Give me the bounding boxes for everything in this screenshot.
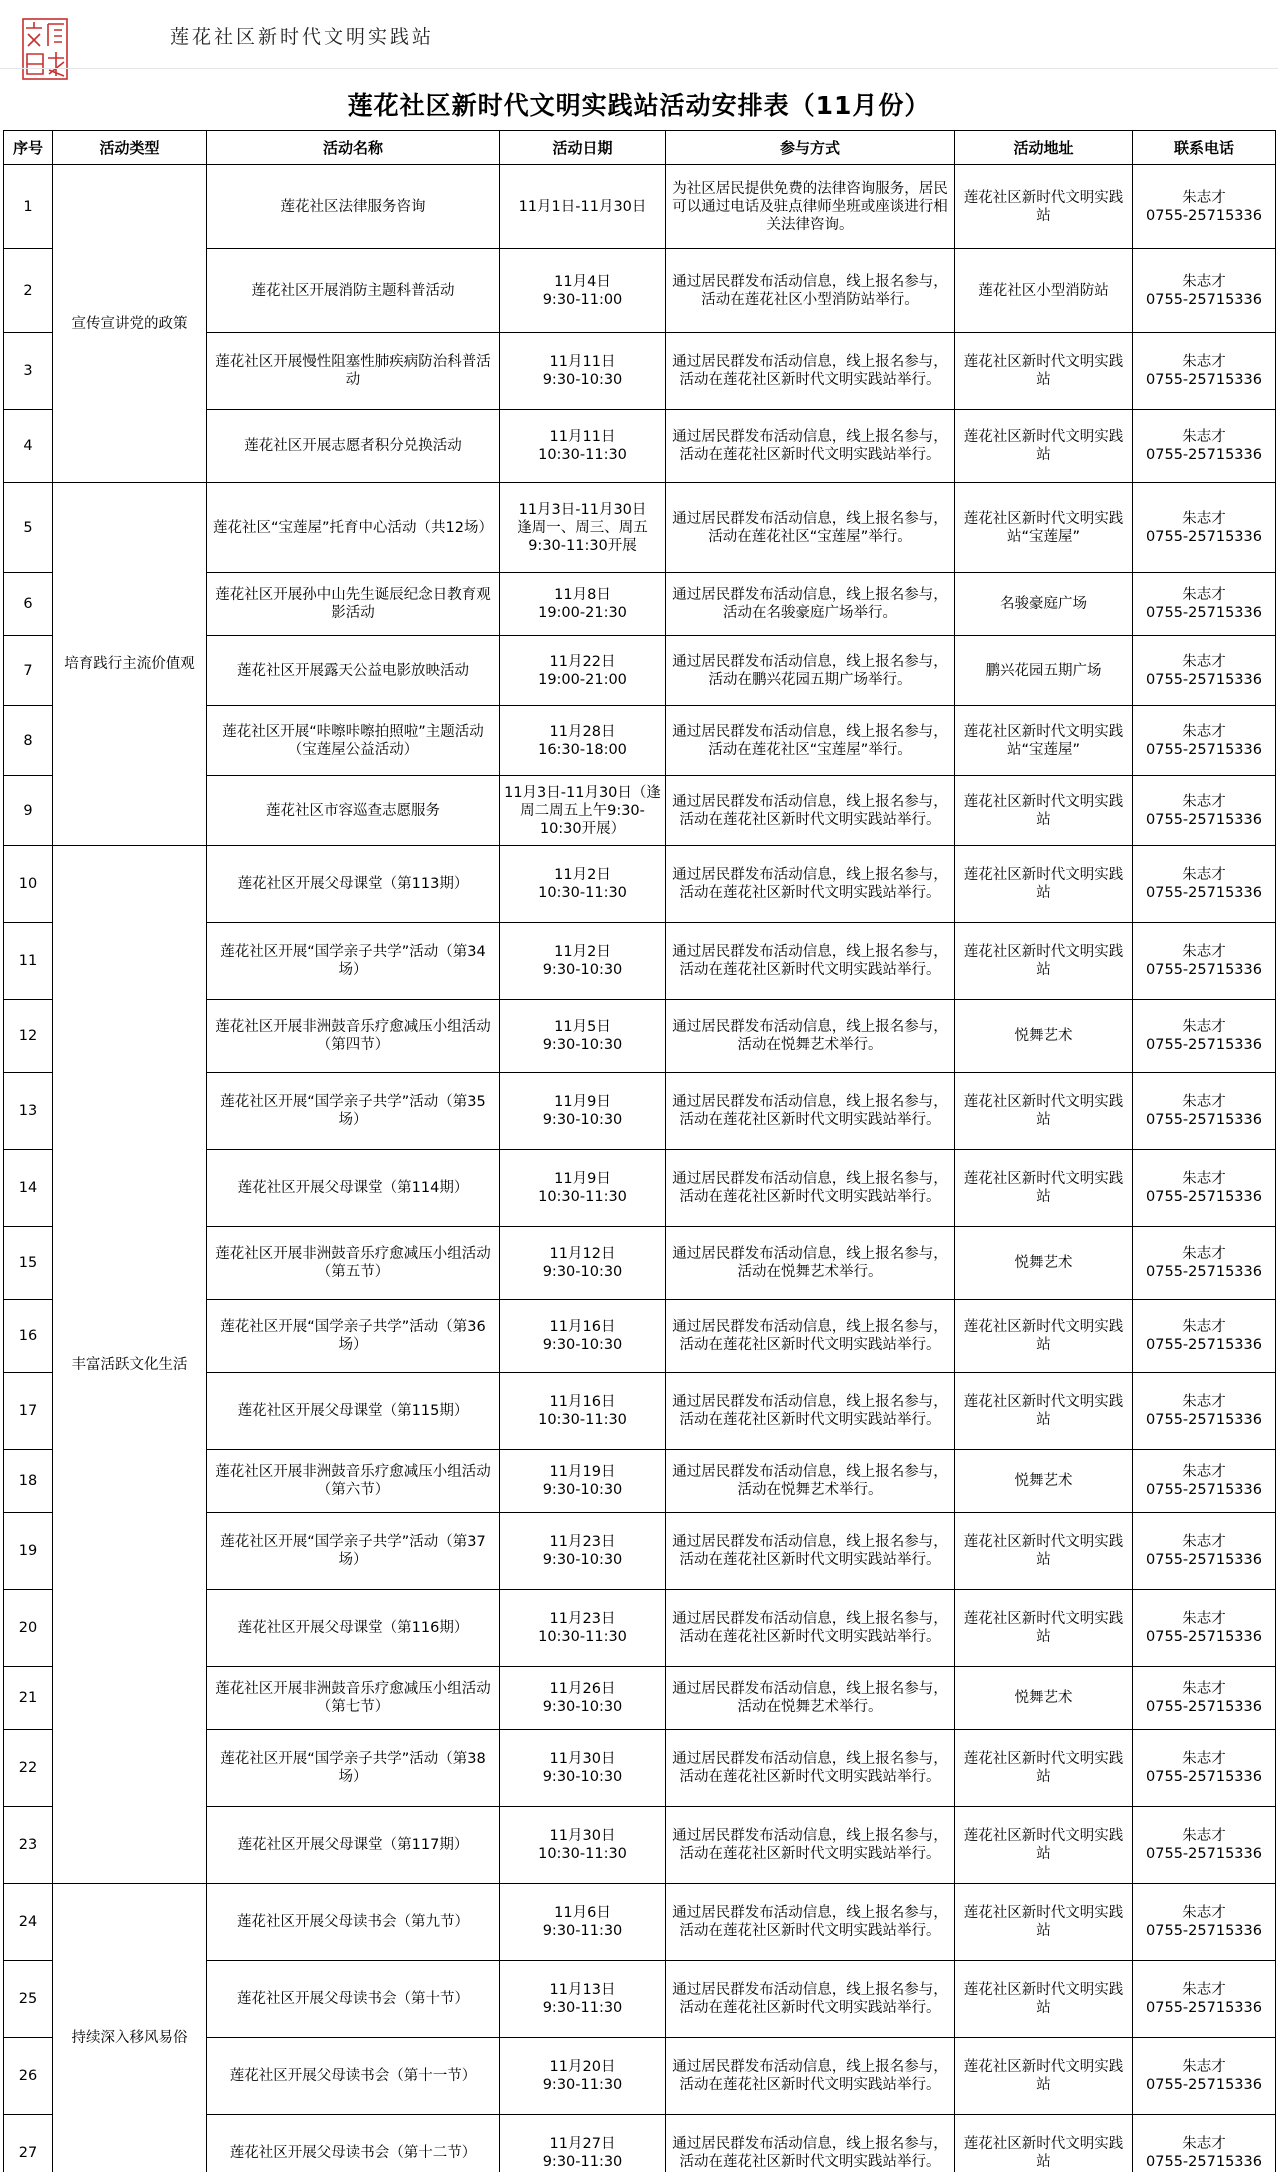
activity-date-line: 11月9日 (554, 1171, 611, 1187)
activity-date (500, 1300, 666, 1373)
activity-date (500, 1590, 666, 1667)
participation-method: 通过居民群发布活动信息，线上报名参与，活动在莲花社区“宝莲屋”举行。 (666, 483, 955, 573)
column-header-no: 序号 (4, 131, 53, 165)
activity-name: 莲花社区开展父母课堂（第115期） (207, 1373, 500, 1450)
activity-name: 莲花社区开展父母课堂（第117期） (207, 1807, 500, 1884)
contact-phone: 0755-25715336 (1146, 2077, 1262, 2093)
activity-name: 莲花社区开展慢性阻塞性肺疾病防治科普活动 (207, 333, 500, 410)
row-number: 26 (4, 2038, 53, 2115)
contact-cell (1133, 573, 1276, 636)
participation-method: 通过居民群发布活动信息，线上报名参与，活动在悦舞艺术举行。 (666, 1000, 955, 1073)
activity-address: 莲花社区小型消防站 (955, 249, 1133, 333)
row-number: 4 (4, 410, 53, 483)
row-number: 18 (4, 1450, 53, 1513)
activity-date (500, 1513, 666, 1590)
activity-address: 莲花社区新时代文明实践站 (955, 2038, 1133, 2115)
contact-phone: 0755-25715336 (1146, 1699, 1262, 1715)
contact-phone: 0755-25715336 (1146, 1769, 1262, 1785)
column-header-method: 参与方式 (666, 131, 955, 165)
activity-date-line: 11月23日 (549, 1534, 616, 1550)
activity-date (500, 573, 666, 636)
activity-date-line: 11月30日 (549, 1751, 616, 1767)
contact-phone: 0755-25715336 (1146, 1846, 1262, 1862)
activity-date-line: 11月22日 (549, 653, 616, 670)
activity-date-line: 11月16日 (549, 1319, 616, 1335)
row-number: 20 (4, 1590, 53, 1667)
activity-address: 悦舞艺术 (955, 1227, 1133, 1300)
activity-name: 莲花社区开展非洲鼓音乐疗愈减压小组活动（第六节） (207, 1450, 500, 1513)
contact-person: 朱志才 (1182, 1246, 1226, 1262)
activity-date-line: 10:30-11:30 (538, 1189, 627, 1205)
activity-date (500, 333, 666, 410)
contact-cell (1133, 1667, 1276, 1730)
activity-date-line: 9:30-11:30 (542, 2000, 623, 2016)
contact-person: 朱志才 (1182, 1828, 1226, 1844)
row-number: 3 (4, 333, 53, 410)
activity-date-line: 11月11日 (549, 429, 616, 445)
activity-address: 莲花社区新时代文明实践站 (955, 1513, 1133, 1590)
activity-date-line: 10:30-11:30 (538, 447, 627, 463)
participation-method: 通过居民群发布活动信息，线上报名参与，活动在莲花社区新时代文明实践站举行。 (666, 1961, 955, 2038)
activity-address: 莲花社区新时代文明实践站“宝莲屋” (955, 483, 1133, 573)
activity-name: 莲花社区开展父母课堂（第116期） (207, 1590, 500, 1667)
activity-address: 莲花社区新时代文明实践站 (955, 1884, 1133, 1961)
contact-cell (1133, 1150, 1276, 1227)
contact-phone: 0755-25715336 (1146, 1923, 1262, 1939)
activity-address: 莲花社区新时代文明实践站 (955, 2115, 1133, 2172)
activity-date (500, 1227, 666, 1300)
activity-date (500, 776, 666, 846)
column-header-type: 活动类型 (53, 131, 207, 165)
contact-cell (1133, 1730, 1276, 1807)
contact-cell (1133, 1300, 1276, 1373)
contact-phone: 0755-25715336 (1146, 1112, 1262, 1128)
table-row (4, 846, 1276, 923)
activity-name: 莲花社区开展“国学亲子共学”活动（第34场） (207, 923, 500, 1000)
activity-date-line: 9:30-10:30 (542, 1482, 623, 1498)
activity-date (500, 1667, 666, 1730)
contact-person: 朱志才 (1182, 429, 1226, 445)
activity-address: 莲花社区新时代文明实践站 (955, 923, 1133, 1000)
activity-date-line: 9:30-10:30 (542, 1112, 623, 1128)
activity-address: 悦舞艺术 (955, 1667, 1133, 1730)
contact-person: 朱志才 (1182, 1019, 1226, 1035)
contact-person: 朱志才 (1182, 723, 1226, 740)
participation-method: 通过居民群发布活动信息，线上报名参与，活动在莲花社区新时代文明实践站举行。 (666, 1300, 955, 1373)
activity-name: 莲花社区开展“国学亲子共学”活动（第38场） (207, 1730, 500, 1807)
activity-address: 莲花社区新时代文明实践站 (955, 846, 1133, 923)
activity-name: 莲花社区开展“国学亲子共学”活动（第36场） (207, 1300, 500, 1373)
contact-cell (1133, 1000, 1276, 1073)
contact-cell (1133, 2115, 1276, 2172)
contact-phone: 0755-25715336 (1146, 885, 1262, 901)
contact-person: 朱志才 (1182, 1534, 1226, 1550)
activity-name: 莲花社区开展露天公益电影放映活动 (207, 636, 500, 706)
contact-person: 朱志才 (1182, 273, 1226, 290)
contact-person: 朱志才 (1182, 867, 1226, 883)
participation-method: 通过居民群发布活动信息，线上报名参与，活动在莲花社区新时代文明实践站举行。 (666, 2038, 955, 2115)
activity-date-line: 11月3日-11月30日 (518, 501, 647, 518)
contact-person: 朱志才 (1182, 653, 1226, 670)
activity-date-line: 11月19日 (549, 1464, 616, 1480)
activity-date-line: 9:30-10:30 (542, 962, 623, 978)
activity-date (500, 1961, 666, 2038)
activity-date-line: 9:30-10:30 (542, 1552, 623, 1568)
activity-date (500, 1450, 666, 1513)
participation-method: 通过居民群发布活动信息，线上报名参与，活动在莲花社区新时代文明实践站举行。 (666, 776, 955, 846)
contact-phone: 0755-25715336 (1146, 1337, 1262, 1353)
contact-cell (1133, 1073, 1276, 1150)
activity-address: 莲花社区新时代文明实践站 (955, 1373, 1133, 1450)
contact-person: 朱志才 (1182, 2136, 1226, 2152)
activity-name: 莲花社区开展父母读书会（第十节） (207, 1961, 500, 2038)
participation-method: 通过居民群发布活动信息，线上报名参与，活动在莲花社区新时代文明实践站举行。 (666, 1730, 955, 1807)
activity-date-line: 11月8日 (554, 587, 611, 603)
activity-date (500, 165, 666, 249)
activity-address: 莲花社区新时代文明实践站 (955, 410, 1133, 483)
activity-date-line: 11月11日 (549, 354, 616, 370)
activity-date-line: 9:30-10:30 (542, 1337, 623, 1353)
contact-phone: 0755-25715336 (1146, 671, 1262, 688)
activity-date-line: 9:30-10:30 (542, 372, 623, 388)
contact-phone: 0755-25715336 (1146, 1189, 1262, 1205)
contact-person: 朱志才 (1182, 1611, 1226, 1627)
table-row (4, 165, 1276, 249)
row-number: 2 (4, 249, 53, 333)
contact-cell (1133, 1227, 1276, 1300)
activity-address: 莲花社区新时代文明实践站 (955, 1300, 1133, 1373)
contact-person: 朱志才 (1182, 1464, 1226, 1480)
contact-cell (1133, 333, 1276, 410)
row-number: 19 (4, 1513, 53, 1590)
contact-phone: 0755-25715336 (1146, 1482, 1262, 1498)
row-number: 16 (4, 1300, 53, 1373)
activity-date-line: 19:00-21:00 (538, 671, 627, 688)
activity-name: 莲花社区开展“国学亲子共学”活动（第35场） (207, 1073, 500, 1150)
contact-person: 朱志才 (1182, 510, 1226, 527)
contact-phone: 0755-25715336 (1146, 2000, 1262, 2016)
activity-date-line: 9:30-11:30开展 (528, 537, 637, 554)
activity-date-line: 10:30-11:30 (538, 1629, 627, 1645)
activity-name: 莲花社区开展非洲鼓音乐疗愈减压小组活动（第四节） (207, 1000, 500, 1073)
participation-method: 通过居民群发布活动信息，线上报名参与，活动在名骏豪庭广场举行。 (666, 573, 955, 636)
activity-address: 莲花社区新时代文明实践站 (955, 1807, 1133, 1884)
activity-type: 培育践行主流价值观 (53, 483, 207, 846)
table-header-row (4, 131, 1276, 165)
contact-cell (1133, 1450, 1276, 1513)
participation-method: 通过居民群发布活动信息，线上报名参与，活动在悦舞艺术举行。 (666, 1450, 955, 1513)
row-number: 1 (4, 165, 53, 249)
activity-name: 莲花社区开展父母读书会（第十一节） (207, 2038, 500, 2115)
participation-method: 通过居民群发布活动信息，线上报名参与，活动在莲花社区新时代文明实践站举行。 (666, 1590, 955, 1667)
row-number: 14 (4, 1150, 53, 1227)
activity-date (500, 923, 666, 1000)
contact-cell (1133, 1590, 1276, 1667)
table-row (4, 1884, 1276, 1961)
participation-method: 通过居民群发布活动信息，线上报名参与，活动在莲花社区小型消防站举行。 (666, 249, 955, 333)
contact-person: 朱志才 (1182, 587, 1226, 603)
civilization-practice-logo (22, 18, 68, 80)
contact-cell (1133, 1513, 1276, 1590)
row-number: 12 (4, 1000, 53, 1073)
activity-date (500, 1730, 666, 1807)
activity-date-line: 11月2日 (554, 867, 611, 883)
activity-address: 莲花社区新时代文明实践站 (955, 776, 1133, 846)
activity-name: 莲花社区开展父母读书会（第九节） (207, 1884, 500, 1961)
activity-date-line: 11月5日 (554, 1019, 611, 1035)
contact-phone: 0755-25715336 (1146, 811, 1262, 828)
participation-method: 通过居民群发布活动信息，线上报名参与，活动在莲花社区新时代文明实践站举行。 (666, 333, 955, 410)
contact-cell (1133, 846, 1276, 923)
activity-date-line: 11月6日 (554, 1905, 611, 1921)
row-number: 5 (4, 483, 53, 573)
row-number: 7 (4, 636, 53, 706)
activity-date-line: 9:30-11:00 (542, 291, 623, 308)
contact-phone: 0755-25715336 (1146, 962, 1262, 978)
activity-schedule-table (3, 130, 1276, 2172)
activity-date-line: 9:30-10:30 (542, 1699, 623, 1715)
participation-method: 通过居民群发布活动信息，线上报名参与，活动在悦舞艺术举行。 (666, 1667, 955, 1730)
column-header-date: 活动日期 (500, 131, 666, 165)
participation-method: 为社区居民提供免费的法律咨询服务，居民可以通过电话及驻点律师坐班或座谈进行相关法律咨询。 (666, 165, 955, 249)
contact-person: 朱志才 (1182, 1319, 1226, 1335)
participation-method: 通过居民群发布活动信息，线上报名参与，活动在悦舞艺术举行。 (666, 1227, 955, 1300)
activity-date (500, 1373, 666, 1450)
contact-person: 朱志才 (1182, 1681, 1226, 1697)
activity-address: 莲花社区新时代文明实践站 (955, 1730, 1133, 1807)
contact-phone: 0755-25715336 (1146, 1037, 1262, 1053)
column-header-phone: 联系电话 (1133, 131, 1276, 165)
contact-cell (1133, 1373, 1276, 1450)
participation-method: 通过居民群发布活动信息，线上报名参与，活动在莲花社区新时代文明实践站举行。 (666, 923, 955, 1000)
participation-method: 通过居民群发布活动信息，线上报名参与，活动在鹏兴花园五期广场举行。 (666, 636, 955, 706)
activity-date-line: 11月16日 (549, 1394, 616, 1410)
activity-date (500, 2115, 666, 2172)
activity-date-line: 10:30-11:30 (538, 1412, 627, 1428)
activity-date-line: 9:30-10:30 (542, 1264, 623, 1280)
activity-date (500, 846, 666, 923)
contact-phone: 0755-25715336 (1146, 1264, 1262, 1280)
activity-date-line: 16:30-18:00 (538, 741, 627, 758)
activity-address: 莲花社区新时代文明实践站 (955, 1590, 1133, 1667)
row-number: 17 (4, 1373, 53, 1450)
contact-person: 朱志才 (1182, 354, 1226, 370)
activity-date-line: 9:30-11:30 (542, 2154, 623, 2170)
activity-type: 宣传宣讲党的政策 (53, 165, 207, 483)
contact-cell (1133, 1961, 1276, 2038)
activity-date (500, 483, 666, 573)
activity-date-line: 11月28日 (549, 723, 616, 740)
participation-method: 通过居民群发布活动信息，线上报名参与，活动在莲花社区新时代文明实践站举行。 (666, 846, 955, 923)
row-number: 27 (4, 2115, 53, 2172)
column-header-address: 活动地址 (955, 131, 1133, 165)
contact-person: 朱志才 (1182, 793, 1226, 810)
activity-name: 莲花社区开展父母读书会（第十二节） (207, 2115, 500, 2172)
contact-phone: 0755-25715336 (1146, 528, 1262, 545)
table-body (4, 165, 1276, 2172)
row-number: 6 (4, 573, 53, 636)
contact-cell (1133, 410, 1276, 483)
contact-person: 朱志才 (1182, 1094, 1226, 1110)
contact-person: 朱志才 (1182, 944, 1226, 960)
activity-date (500, 2038, 666, 2115)
activity-date-line: 11月4日 (554, 273, 611, 290)
contact-phone: 0755-25715336 (1146, 741, 1262, 758)
activity-type: 持续深入移风易俗 (53, 1884, 207, 2172)
activity-date-line: 11月26日 (549, 1681, 616, 1697)
activity-date-line: 11月13日 (549, 1982, 616, 1998)
participation-method: 通过居民群发布活动信息，线上报名参与，活动在莲花社区新时代文明实践站举行。 (666, 1807, 955, 1884)
contact-cell (1133, 636, 1276, 706)
contact-phone: 0755-25715336 (1146, 447, 1262, 463)
row-number: 23 (4, 1807, 53, 1884)
contact-phone: 0755-25715336 (1146, 1629, 1262, 1645)
activity-address: 名骏豪庭广场 (955, 573, 1133, 636)
activity-date-line: 逢周一、周三、周五 (517, 519, 648, 536)
activity-date (500, 636, 666, 706)
activity-date-line: 11月9日 (554, 1094, 611, 1110)
row-number: 8 (4, 706, 53, 776)
activity-address: 莲花社区新时代文明实践站 (955, 1150, 1133, 1227)
activity-date (500, 249, 666, 333)
activity-date-line: 9:30-10:30 (542, 1769, 623, 1785)
activity-name: 莲花社区法律服务咨询 (207, 165, 500, 249)
activity-date-line: 10:30-11:30 (538, 885, 627, 901)
contact-person: 朱志才 (1182, 189, 1226, 206)
page-header (0, 0, 1278, 88)
contact-person: 朱志才 (1182, 1394, 1226, 1410)
activity-date-line: 11月2日 (554, 944, 611, 960)
activity-name: 莲花社区开展“国学亲子共学”活动（第37场） (207, 1513, 500, 1590)
activity-type: 丰富活跃文化生活 (53, 846, 207, 1884)
activity-name: 莲花社区开展孙中山先生诞辰纪念日教育观影活动 (207, 573, 500, 636)
activity-date-line: 11月27日 (549, 2136, 616, 2152)
activity-date (500, 1807, 666, 1884)
activity-name: 莲花社区开展父母课堂（第114期） (207, 1150, 500, 1227)
row-number: 10 (4, 846, 53, 923)
activity-name: 莲花社区市容巡查志愿服务 (207, 776, 500, 846)
activity-address: 悦舞艺术 (955, 1450, 1133, 1513)
activity-date-line: 19:00-21:30 (538, 605, 627, 621)
activity-address: 莲花社区新时代文明实践站 (955, 333, 1133, 410)
org-name: 莲花社区新时代文明实践站 (170, 26, 435, 48)
activity-date-line: 11月3日-11月30日（逢周二周五上午9:30-10:30开展） (504, 784, 661, 837)
activity-date-line: 9:30-11:30 (542, 1923, 623, 1939)
activity-date (500, 1150, 666, 1227)
activity-date (500, 1884, 666, 1961)
contact-person: 朱志才 (1182, 1982, 1226, 1998)
contact-cell (1133, 1807, 1276, 1884)
activity-name: 莲花社区开展消防主题科普活动 (207, 249, 500, 333)
activity-address: 鹏兴花园五期广场 (955, 636, 1133, 706)
page-title: 莲花社区新时代文明实践站活动安排表（11月份） (347, 91, 931, 120)
activity-date (500, 1000, 666, 1073)
activity-date-line: 11月12日 (549, 1246, 616, 1262)
participation-method: 通过居民群发布活动信息，线上报名参与，活动在莲花社区新时代文明实践站举行。 (666, 1373, 955, 1450)
activity-date-line: 11月1日-11月30日 (518, 198, 647, 215)
contact-cell (1133, 2038, 1276, 2115)
contact-cell (1133, 923, 1276, 1000)
activity-date (500, 410, 666, 483)
participation-method: 通过居民群发布活动信息，线上报名参与，活动在莲花社区新时代文明实践站举行。 (666, 1884, 955, 1961)
row-number: 25 (4, 1961, 53, 2038)
activity-date-line: 9:30-11:30 (542, 2077, 623, 2093)
contact-cell (1133, 249, 1276, 333)
contact-person: 朱志才 (1182, 1171, 1226, 1187)
table-row (4, 483, 1276, 573)
activity-name: 莲花社区开展“咔嚓咔嚓拍照啦”主题活动（宝莲屋公益活动） (207, 706, 500, 776)
activity-date-line: 11月23日 (549, 1611, 616, 1627)
contact-phone: 0755-25715336 (1146, 1412, 1262, 1428)
participation-method: 通过居民群发布活动信息，线上报名参与，活动在莲花社区新时代文明实践站举行。 (666, 1150, 955, 1227)
contact-cell (1133, 776, 1276, 846)
contact-phone: 0755-25715336 (1146, 207, 1262, 224)
row-number: 9 (4, 776, 53, 846)
activity-name: 莲花社区开展非洲鼓音乐疗愈减压小组活动（第五节） (207, 1227, 500, 1300)
activity-address: 莲花社区新时代文明实践站“宝莲屋” (955, 706, 1133, 776)
contact-cell (1133, 706, 1276, 776)
activity-name: 莲花社区开展志愿者积分兑换活动 (207, 410, 500, 483)
activity-date-line: 10:30-11:30 (538, 1846, 627, 1862)
participation-method: 通过居民群发布活动信息，线上报名参与，活动在莲花社区新时代文明实践站举行。 (666, 2115, 955, 2172)
row-number: 13 (4, 1073, 53, 1150)
contact-phone: 0755-25715336 (1146, 1552, 1262, 1568)
activity-name: 莲花社区开展非洲鼓音乐疗愈减压小组活动（第七节） (207, 1667, 500, 1730)
participation-method: 通过居民群发布活动信息，线上报名参与，活动在莲花社区“宝莲屋”举行。 (666, 706, 955, 776)
column-header-name: 活动名称 (207, 131, 500, 165)
activity-date-line: 11月20日 (549, 2059, 616, 2075)
activity-date-line: 11月30日 (549, 1828, 616, 1844)
contact-phone: 0755-25715336 (1146, 372, 1262, 388)
contact-cell (1133, 483, 1276, 573)
row-number: 15 (4, 1227, 53, 1300)
activity-address: 莲花社区新时代文明实践站 (955, 1961, 1133, 2038)
contact-phone: 0755-25715336 (1146, 605, 1262, 621)
participation-method: 通过居民群发布活动信息，线上报名参与，活动在莲花社区新时代文明实践站举行。 (666, 1073, 955, 1150)
row-number: 21 (4, 1667, 53, 1730)
activity-date (500, 1073, 666, 1150)
activity-name: 莲花社区开展父母课堂（第113期） (207, 846, 500, 923)
contact-person: 朱志才 (1182, 1751, 1226, 1767)
activity-date (500, 706, 666, 776)
row-number: 22 (4, 1730, 53, 1807)
activity-address: 莲花社区新时代文明实践站 (955, 1073, 1133, 1150)
participation-method: 通过居民群发布活动信息，线上报名参与，活动在莲花社区新时代文明实践站举行。 (666, 410, 955, 483)
header-divider (0, 68, 1278, 69)
contact-person: 朱志才 (1182, 2059, 1226, 2075)
row-number: 11 (4, 923, 53, 1000)
contact-cell (1133, 1884, 1276, 1961)
activity-address: 莲花社区新时代文明实践站 (955, 165, 1133, 249)
row-number: 24 (4, 1884, 53, 1961)
contact-phone: 0755-25715336 (1146, 291, 1262, 308)
participation-method: 通过居民群发布活动信息，线上报名参与，活动在莲花社区新时代文明实践站举行。 (666, 1513, 955, 1590)
activity-name: 莲花社区“宝莲屋”托育中心活动（共12场） (207, 483, 500, 573)
contact-cell (1133, 165, 1276, 249)
contact-person: 朱志才 (1182, 1905, 1226, 1921)
contact-phone: 0755-25715336 (1146, 2154, 1262, 2170)
activity-date-line: 9:30-10:30 (542, 1037, 623, 1053)
activity-address: 悦舞艺术 (955, 1000, 1133, 1073)
